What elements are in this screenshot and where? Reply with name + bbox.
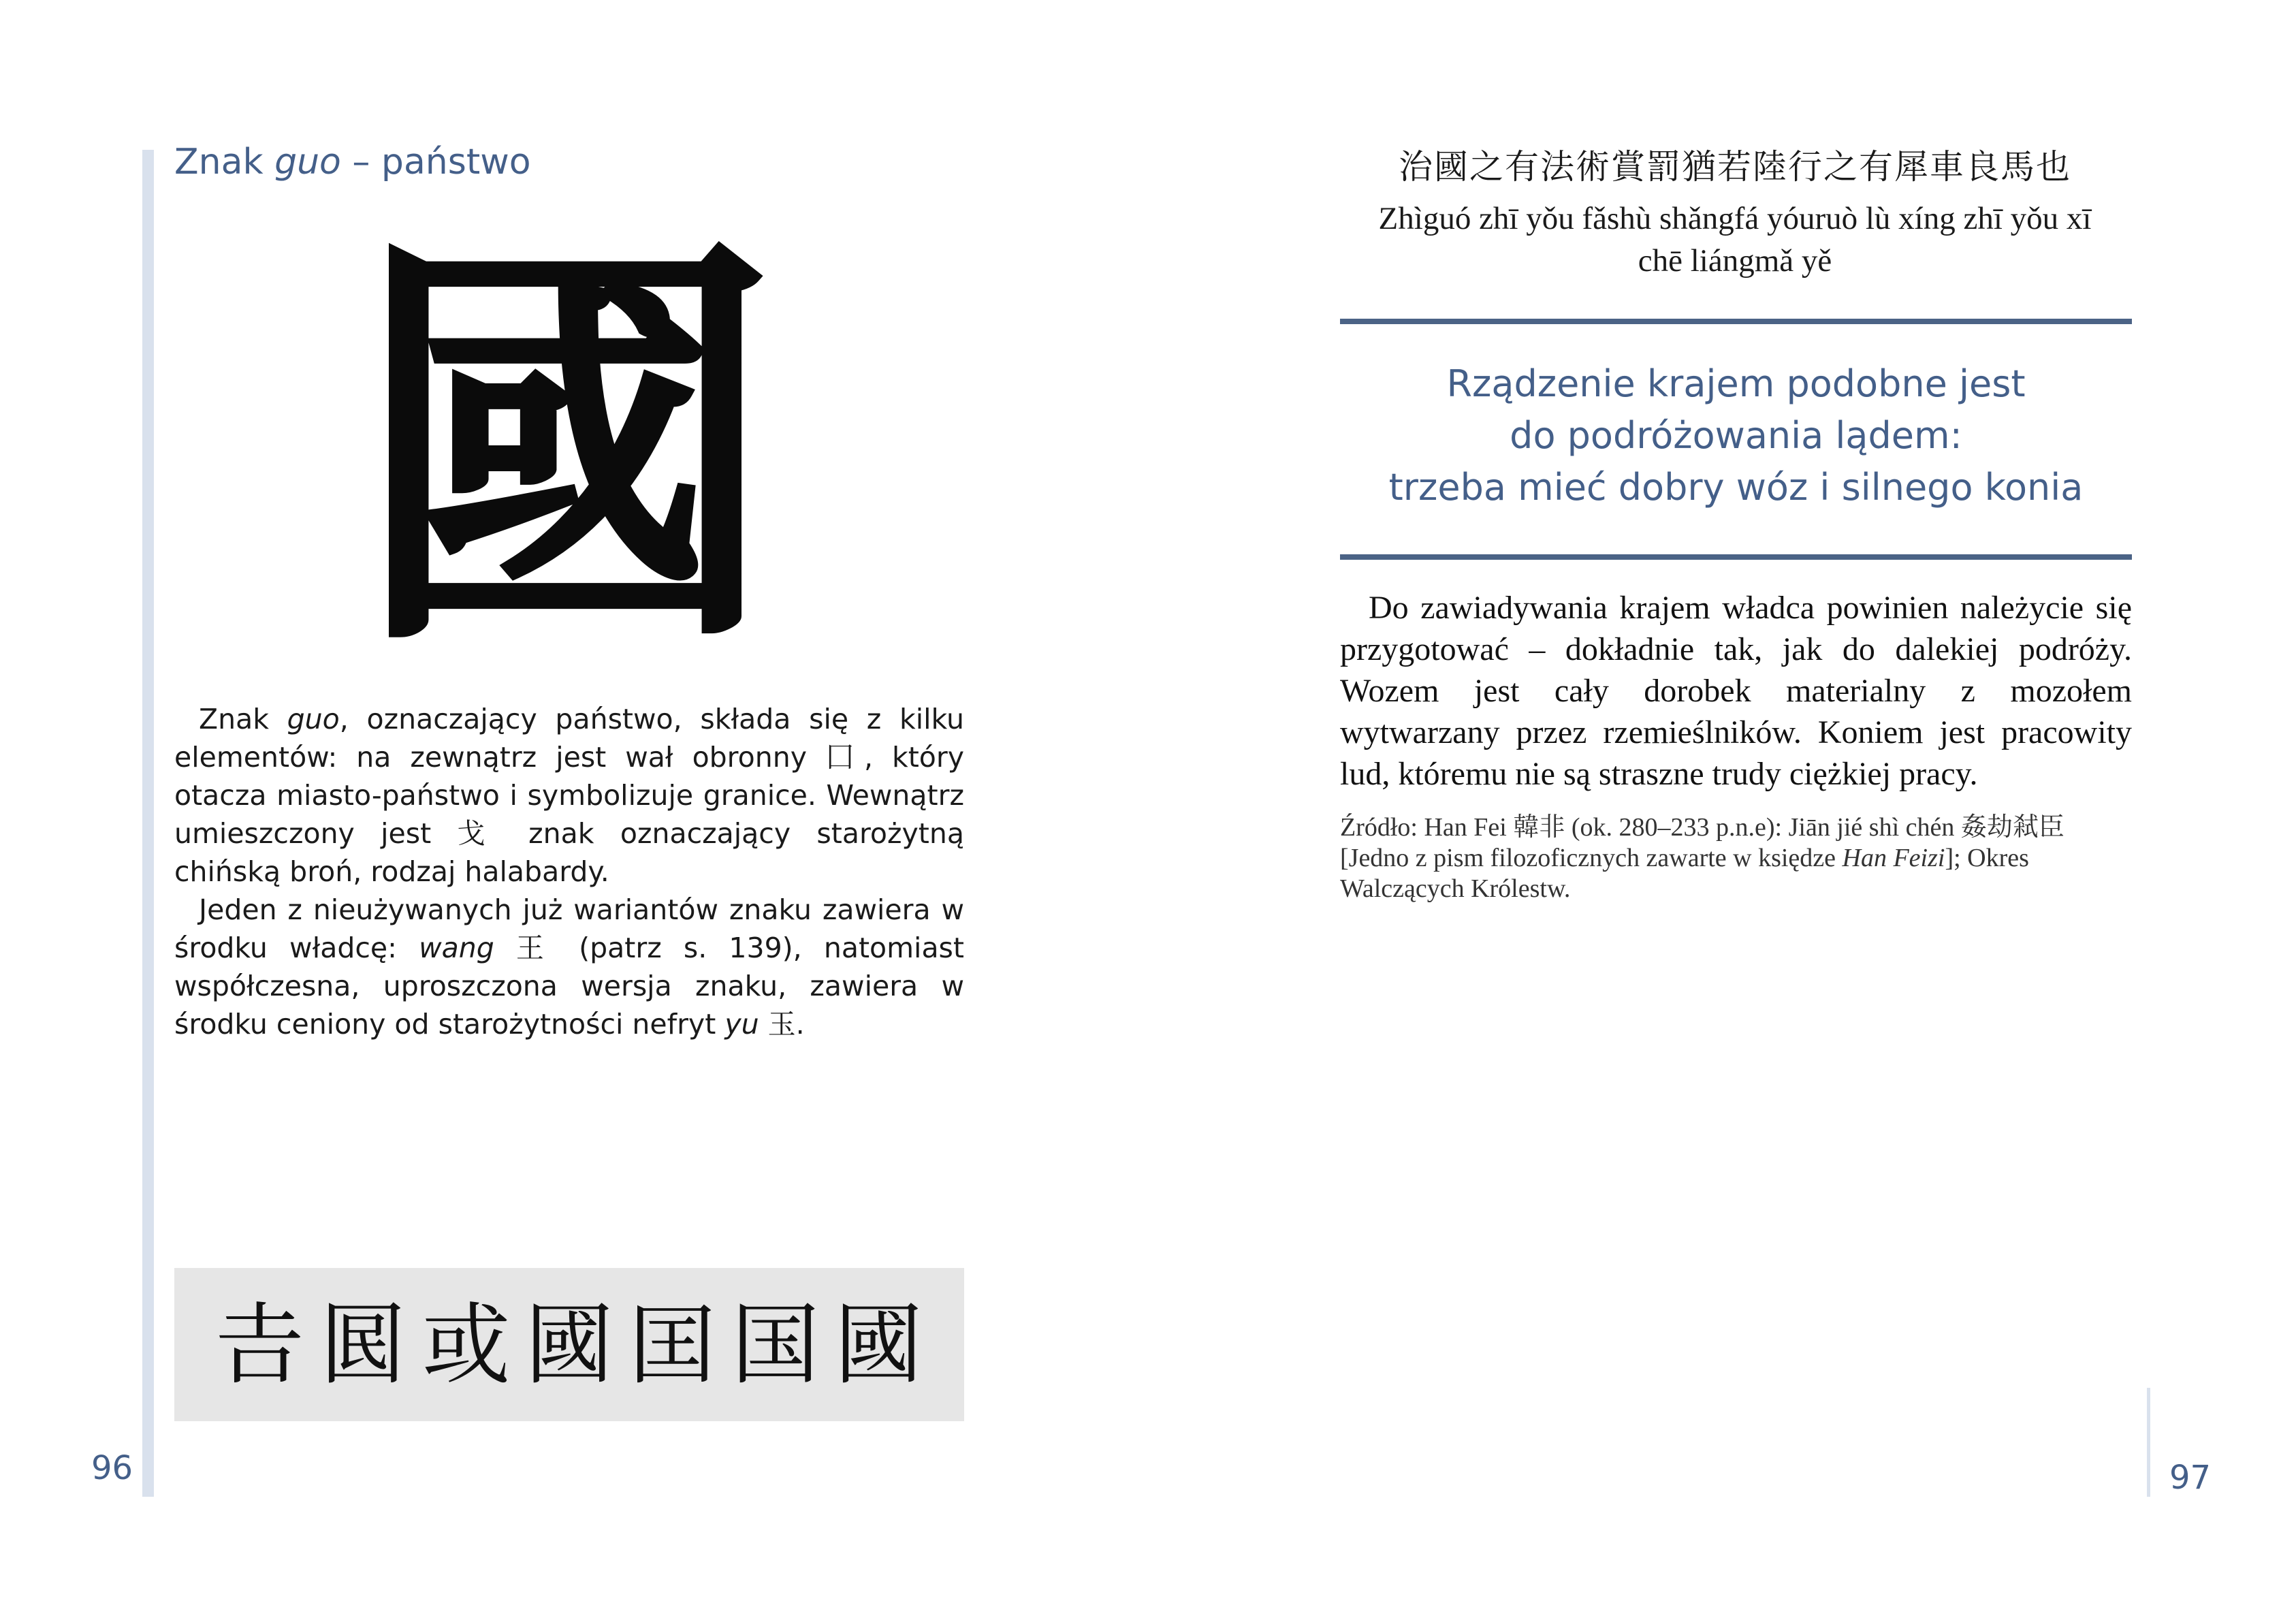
source-citation: Źródło: Han Fei 韓非 (ok. 280–233 p.n.e): Jiān jié shì chén 姦劫弒臣 [Jedno z pism filozoficznych zawarte w księdze Han Feizi]; Okres Walczących Królestw. [1340,812,2064,903]
variant-glyph: 國 [524,1292,613,1397]
commentary-paragraph: Do zawiadywania krajem władca powinien należycie się przygotować – dokładnie tak, jak do dalekiej podróży. Wozem jest cały dorobek materialny z mozołem wytwarzany przez rzemieślników. Koniem jest pracowity lud, któremu nie są straszne trudy ciężkiej pracy. [1340,590,2132,792]
page-number-right: 97 [2169,1459,2212,1497]
variant-glyph: 国 [731,1292,820,1397]
calligraphy-character: 國 [354,202,776,697]
quote-translation: Rządzenie krajem podobne jest do podróżowania lądem: trzeba mieć dobry wóz i silnego konia [1388,362,2084,509]
divider-bottom [1340,554,2132,560]
paragraph-composition: Znak guo, oznaczający państwo, składa się z kilku elementów: na zewnątrz jest wał obronny 囗, który otacza miasto-państwo i symbolizuje granice. Wewnątrz umieszczony jest 戈 znak oznaczający starożytną chińską broń, rodzaj halabardy. [174,703,964,888]
page-number-left: 96 [91,1449,133,1487]
variant-glyph: 囯 [628,1292,717,1397]
quote-pinyin: Zhìguó zhī yǒu fǎshù shǎngfá yóuruò lù xíng zhī yǒu xī chē liángmǎ yě [1378,201,2092,279]
quote-chinese: 治國之有法術賞罰猶若陸行之有犀車良馬也 [1399,147,2071,187]
variant-glyph: 或 [421,1292,511,1397]
right-margin-rule [2147,1388,2150,1497]
variant-glyph: 國 [834,1292,923,1397]
character-variants-strip [174,1268,964,1421]
left-margin-rule [142,150,154,1497]
paragraph-variants: Jeden z nieużywanych już wariantów znaku zawiera w środku władcę: wang 王 (patrz s. 139), natomiast współczesna, uproszczona wersja znaku, zawiera w środku ceniony od starożytności nefryt yu 玉. [174,893,964,1041]
divider-top [1340,319,2132,324]
section-heading: Znak guo – państwo [174,142,531,182]
variant-glyph: 囻 [319,1292,408,1397]
variant-glyph: 𠮷 [215,1292,304,1397]
